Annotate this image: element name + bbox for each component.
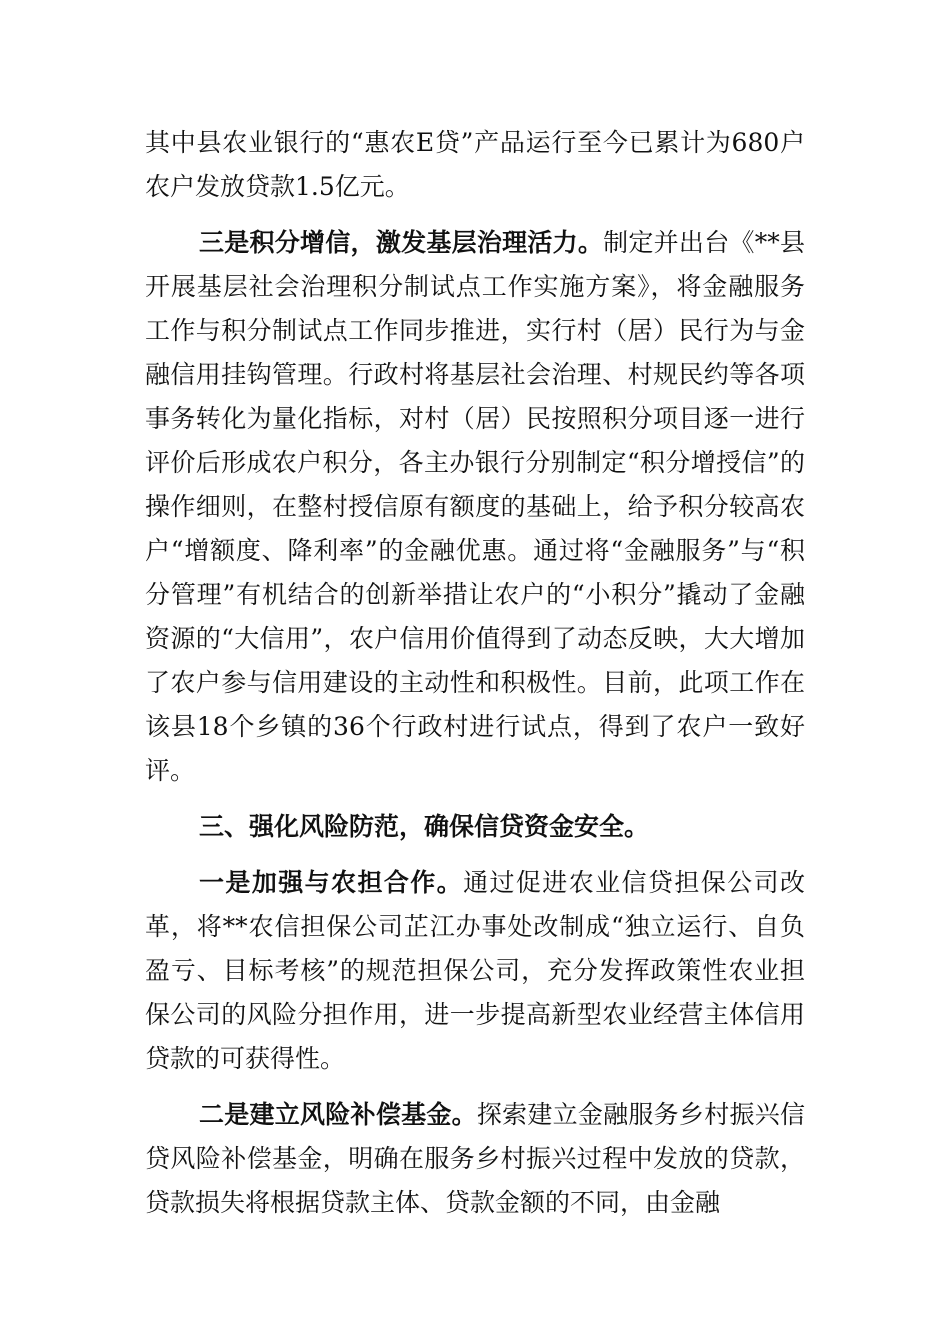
- paragraph-text: 其中县农业银行的“惠农E贷”产品运行至今已累计为680户农户发放贷款1.5亿元。: [145, 128, 805, 201]
- paragraph-lead: 一是加强与农担合作。: [199, 868, 464, 897]
- paragraph-points-credit: [145, 221, 805, 793]
- document-body: [145, 121, 805, 1225]
- paragraph-text: 制定并出台《**县开展基层社会治理积分制试点工作实施方案》，将金融服务工作与积分制试点工作同步推进，实行村（居）民行为与金融信用挂钩管理。行政村将基层社会治理、村规民约等各项事务转化为量化指标，对村（居）民按照积分项目逐一进行评价后形成农户积分，各主办银行分别制定“积分增授信”的操作细则，在整村授信原有额度的基础上，给予积分较高农户“增额度、降利率”的金融优惠。通过将“金融服务”与“积分管理”有机结合的创新举措让农户的“小积分”撬动了金融资源的“大信用”，农户信用价值得到了动态反映，大大增加了农户参与信用建设的主动性和积极性。目前，此项工作在该县18个乡镇的36个行政村进行试点，得到了农户一致好评。: [145, 228, 805, 785]
- paragraph-risk-compensation-fund: [145, 1093, 805, 1225]
- paragraph-loan-summary: [145, 121, 805, 209]
- paragraph-lead: 三是积分增信，激发基层治理活力。: [199, 228, 604, 257]
- paragraph-text: 通过促进农业信贷担保公司改革，将**农信担保公司芷江办事处改制成“独立运行、自负盈亏、目标考核”的规范担保公司，充分发挥政策性农业担保公司的风险分担作用，进一步提高新型农业经营主体信用贷款的可获得性。: [145, 868, 805, 1073]
- section-heading-risk-prevention: 三、强化风险防范，确保信贷资金安全。: [199, 812, 650, 841]
- paragraph-text: 探索建立金融服务乡村振兴信贷风险补偿基金，明确在服务乡村振兴过程中发放的贷款，贷款损失将根据贷款主体、贷款金额的不同，由金融: [145, 1100, 805, 1217]
- paragraph-lead: 二是建立风险补偿基金。: [199, 1100, 477, 1129]
- paragraph-guarantee-cooperation: [145, 861, 805, 1081]
